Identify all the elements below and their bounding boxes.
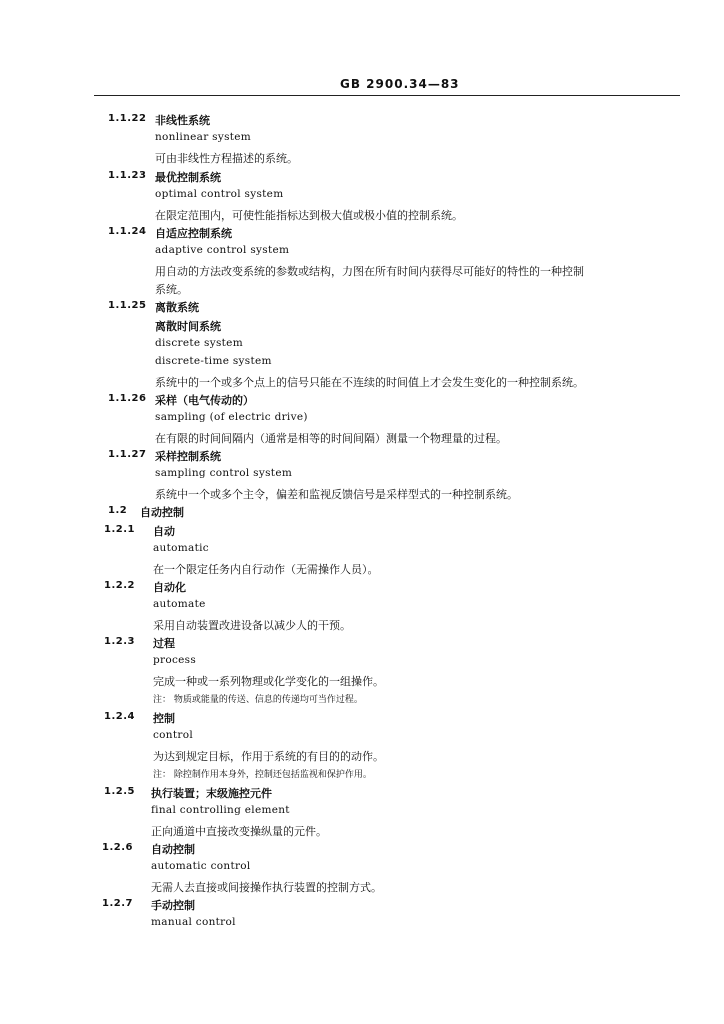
term-zh: 离散系统 <box>155 301 199 314</box>
term-en: final controlling element <box>151 804 290 816</box>
definition: 采用自动装置改进设备以减少人的干预。 <box>153 619 351 632</box>
definition: 在一个限定任务内自行动作（无需操作人员）。 <box>153 563 379 576</box>
term-zh-alternate: 离散时间系统 <box>155 320 221 333</box>
definition-continued: 系统。 <box>155 283 188 296</box>
term-zh: 非线性系统 <box>155 114 210 127</box>
definition: 用自动的方法改变系统的参数或结构，力图在所有时间内获得尽可能好的特性的一种控制 <box>155 265 584 278</box>
term-zh: 手动控制 <box>151 899 195 912</box>
definition: 可由非线性方程描述的系统。 <box>155 152 298 165</box>
term-en: optimal control system <box>155 188 284 200</box>
term-en: sampling control system <box>155 467 293 479</box>
term-en: process <box>153 654 197 666</box>
term-en: automatic control <box>151 860 251 872</box>
definition: 在限定范围内，可使性能指标达到极大值或极小值的控制系统。 <box>155 209 463 222</box>
definition: 无需人去直接或间接操作执行装置的控制方式。 <box>151 881 382 894</box>
note: 注： 物质或能量的传送、信息的传递均可当作过程。 <box>153 695 363 705</box>
term-en: automate <box>153 598 206 610</box>
clause-number: 1.2.4 <box>104 711 135 722</box>
definition: 系统中的一个或多个点上的信号只能在不连续的时间值上才会发生变化的一种控制系统。 <box>155 376 584 389</box>
section-number: 1.2 <box>108 505 128 516</box>
clause-number: 1.1.23 <box>108 170 147 181</box>
section-title: 自动控制 <box>140 506 184 519</box>
definition: 在有限的时间间隔内（通常是相等的时间间隔）测量一个物理量的过程。 <box>155 432 507 445</box>
definition: 完成一种或一系列物理或化学变化的一组操作。 <box>153 675 384 688</box>
term-zh: 最优控制系统 <box>155 171 221 184</box>
term-zh: 采样（电气传动的） <box>155 394 254 407</box>
header-rule <box>94 95 680 96</box>
clause-number: 1.1.22 <box>108 113 147 124</box>
term-en: manual control <box>151 916 236 928</box>
definition: 系统中一个或多个主令，偏差和监视反馈信号是采样型式的一种控制系统。 <box>155 488 518 501</box>
term-en: sampling (of electric drive) <box>155 411 308 423</box>
term-zh: 自动化 <box>153 581 186 594</box>
note: 注： 除控制作用本身外，控制还包括监视和保护作用。 <box>153 770 372 780</box>
term-zh: 执行装置；末级施控元件 <box>151 787 272 800</box>
term-en: automatic <box>153 542 209 554</box>
clause-number: 1.1.27 <box>108 449 147 460</box>
term-en-alternate: discrete-time system <box>155 355 272 367</box>
clause-number: 1.1.25 <box>108 300 147 311</box>
clause-number: 1.1.26 <box>108 393 147 404</box>
term-zh: 自动 <box>153 525 175 538</box>
clause-number: 1.2.1 <box>104 524 135 535</box>
clause-number: 1.2.3 <box>104 636 135 647</box>
definition: 为达到规定目标，作用于系统的有目的的动作。 <box>153 750 384 763</box>
term-en: control <box>153 729 193 741</box>
clause-number: 1.2.2 <box>104 580 135 591</box>
term-zh: 控制 <box>153 712 175 725</box>
term-zh: 自适应控制系统 <box>155 227 232 240</box>
clause-number: 1.2.5 <box>104 786 135 797</box>
term-en: nonlinear system <box>155 131 252 143</box>
term-en: discrete system <box>155 337 243 349</box>
term-en: adaptive control system <box>155 244 290 256</box>
term-zh: 自动控制 <box>151 843 195 856</box>
standard-code: GB 2900.34—83 <box>340 77 460 91</box>
clause-number: 1.1.24 <box>108 226 147 237</box>
term-zh: 过程 <box>153 637 175 650</box>
clause-number: 1.2.6 <box>102 842 133 853</box>
definition: 正向通道中直接改变操纵量的元件。 <box>151 825 327 838</box>
clause-number: 1.2.7 <box>102 898 133 909</box>
term-zh: 采样控制系统 <box>155 450 221 463</box>
